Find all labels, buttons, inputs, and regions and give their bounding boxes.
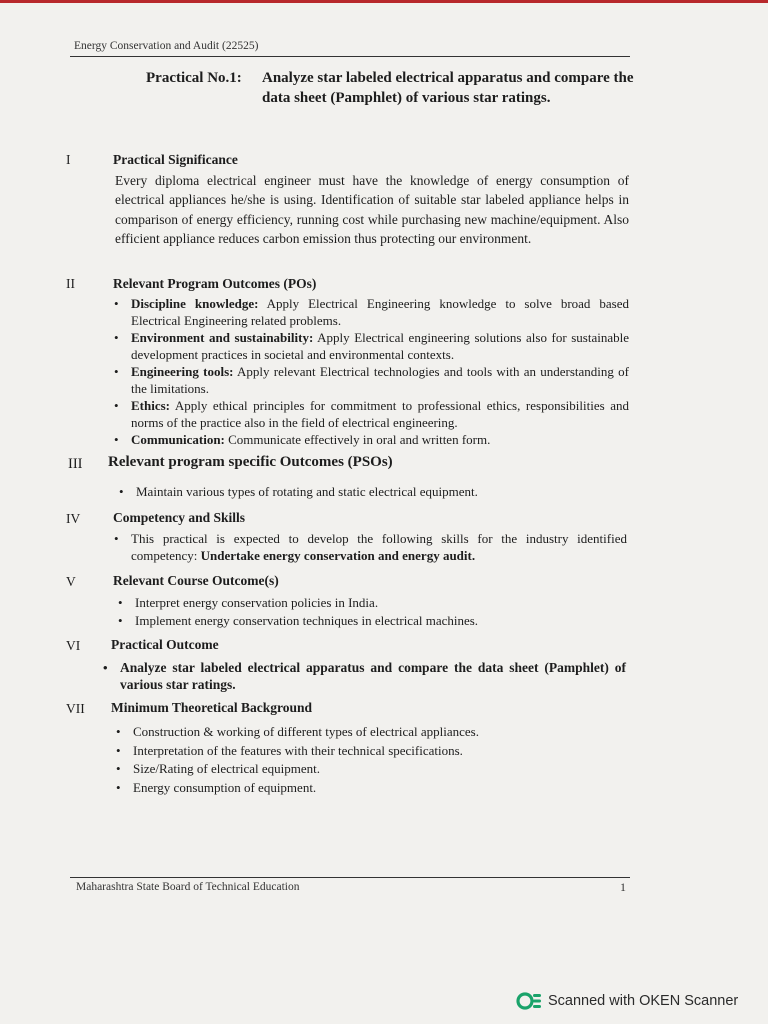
- section-heading: Practical Significance: [113, 152, 238, 167]
- section-number: V: [66, 574, 76, 589]
- top-red-edge: [0, 0, 768, 3]
- section-heading: Practical Outcome: [111, 637, 219, 652]
- list-item: [131, 330, 629, 363]
- section-number: III: [68, 456, 83, 472]
- course-outcome-list: [135, 595, 625, 630]
- footer-rule: [70, 877, 630, 878]
- item-term: Communication:: [131, 432, 225, 447]
- section-heading: Competency and Skills: [113, 510, 246, 525]
- section-number: IV: [66, 511, 81, 526]
- practical-outcome-list: [120, 659, 626, 694]
- item-text: Apply Electrical Engineering knowledge to solve broad based Electrical Engineering related problems.: [131, 296, 629, 328]
- list-item: [131, 531, 627, 564]
- footer-board: Maharashtra State Board of Technical Education: [76, 881, 300, 893]
- list-item: • Maintain various types of rotating and static electrical equipment.: [136, 484, 626, 501]
- list-item: • Energy consumption of equipment.: [133, 779, 623, 797]
- section-number: II: [66, 276, 75, 291]
- list-item: • Analyze star labeled electrical apparatus and compare the data sheet (Pamphlet) of various star ratings.: [120, 659, 626, 693]
- list-item: [131, 432, 629, 449]
- oken-scanner-logo-icon: [516, 990, 542, 1012]
- item-text: Apply relevant Electrical technologies and tools with an understanding of the limitations.: [131, 364, 629, 396]
- practical-title-text: Analyze star labeled electrical apparatus and compare the data sheet (Pamphlet) of various star ratings.: [262, 70, 634, 106]
- list-item: [131, 398, 629, 431]
- section-heading: Relevant program specific Outcomes (PSOs): [108, 454, 393, 470]
- list-item: • Construction & working of different types of electrical appliances.: [133, 723, 623, 741]
- scanner-watermark-text: Scanned with OKEN Scanner: [548, 993, 739, 1009]
- header-rule: [70, 56, 630, 57]
- section-heading: Relevant Course Outcome(s): [113, 573, 279, 588]
- practical-title: [146, 68, 666, 108]
- item-text: Apply Electrical engineering solutions also for sustainable development practices in societal and environmental contexts.: [131, 330, 630, 362]
- section-number: VII: [66, 701, 85, 716]
- section-heading: Relevant Program Outcomes (POs): [113, 276, 317, 291]
- item-text: Communicate effectively in oral and written form.: [224, 432, 491, 447]
- pso-list: [136, 484, 626, 502]
- po-list: [131, 296, 629, 450]
- item-term: Undertake energy conservation and energy audit.: [200, 547, 476, 563]
- item-term: Discipline knowledge:: [131, 296, 259, 311]
- item-text: This practical is expected to develop the following skills for the industry identified competency:: [131, 531, 627, 563]
- running-header: Energy Conservation and Audit (22525): [74, 40, 259, 52]
- list-item: • Implement energy conservation techniques in electrical machines.: [135, 613, 625, 630]
- scanner-watermark: [516, 990, 738, 1012]
- item-term: Engineering tools:: [131, 364, 234, 379]
- page-number: 1: [620, 880, 626, 894]
- practical-number: Practical No.1:: [146, 70, 242, 86]
- item-text: Apply ethical principles for commitment to professional ethics, responsibilities and norms of the practice also in the field of electrical engineering.: [131, 398, 629, 430]
- section-number: I: [66, 152, 71, 167]
- section-heading: Minimum Theoretical Background: [111, 700, 313, 715]
- list-item: [131, 296, 629, 329]
- list-item: • Interpret energy conservation policies in India.: [135, 595, 625, 612]
- section-paragraph: Every diploma electrical engineer must have the knowledge of energy consumption of electrical appliances he/she is using. Identification of suitable star labeled appliance helps in comparison of energy efficiency, running cost while purchasing new machine/equipment. Also efficient appliance reduces carbon emission thus protecting our environment.: [115, 173, 629, 247]
- item-term: Environment and sustainability:: [131, 330, 314, 345]
- list-item: • Size/Rating of electrical equipment.: [133, 760, 623, 778]
- theory-list: [133, 723, 623, 797]
- list-item: [131, 364, 629, 397]
- section-number: VI: [66, 638, 81, 653]
- list-item: • Interpretation of the features with their technical specifications.: [133, 742, 623, 760]
- competency-list: [131, 531, 627, 565]
- item-term: Ethics:: [131, 398, 170, 413]
